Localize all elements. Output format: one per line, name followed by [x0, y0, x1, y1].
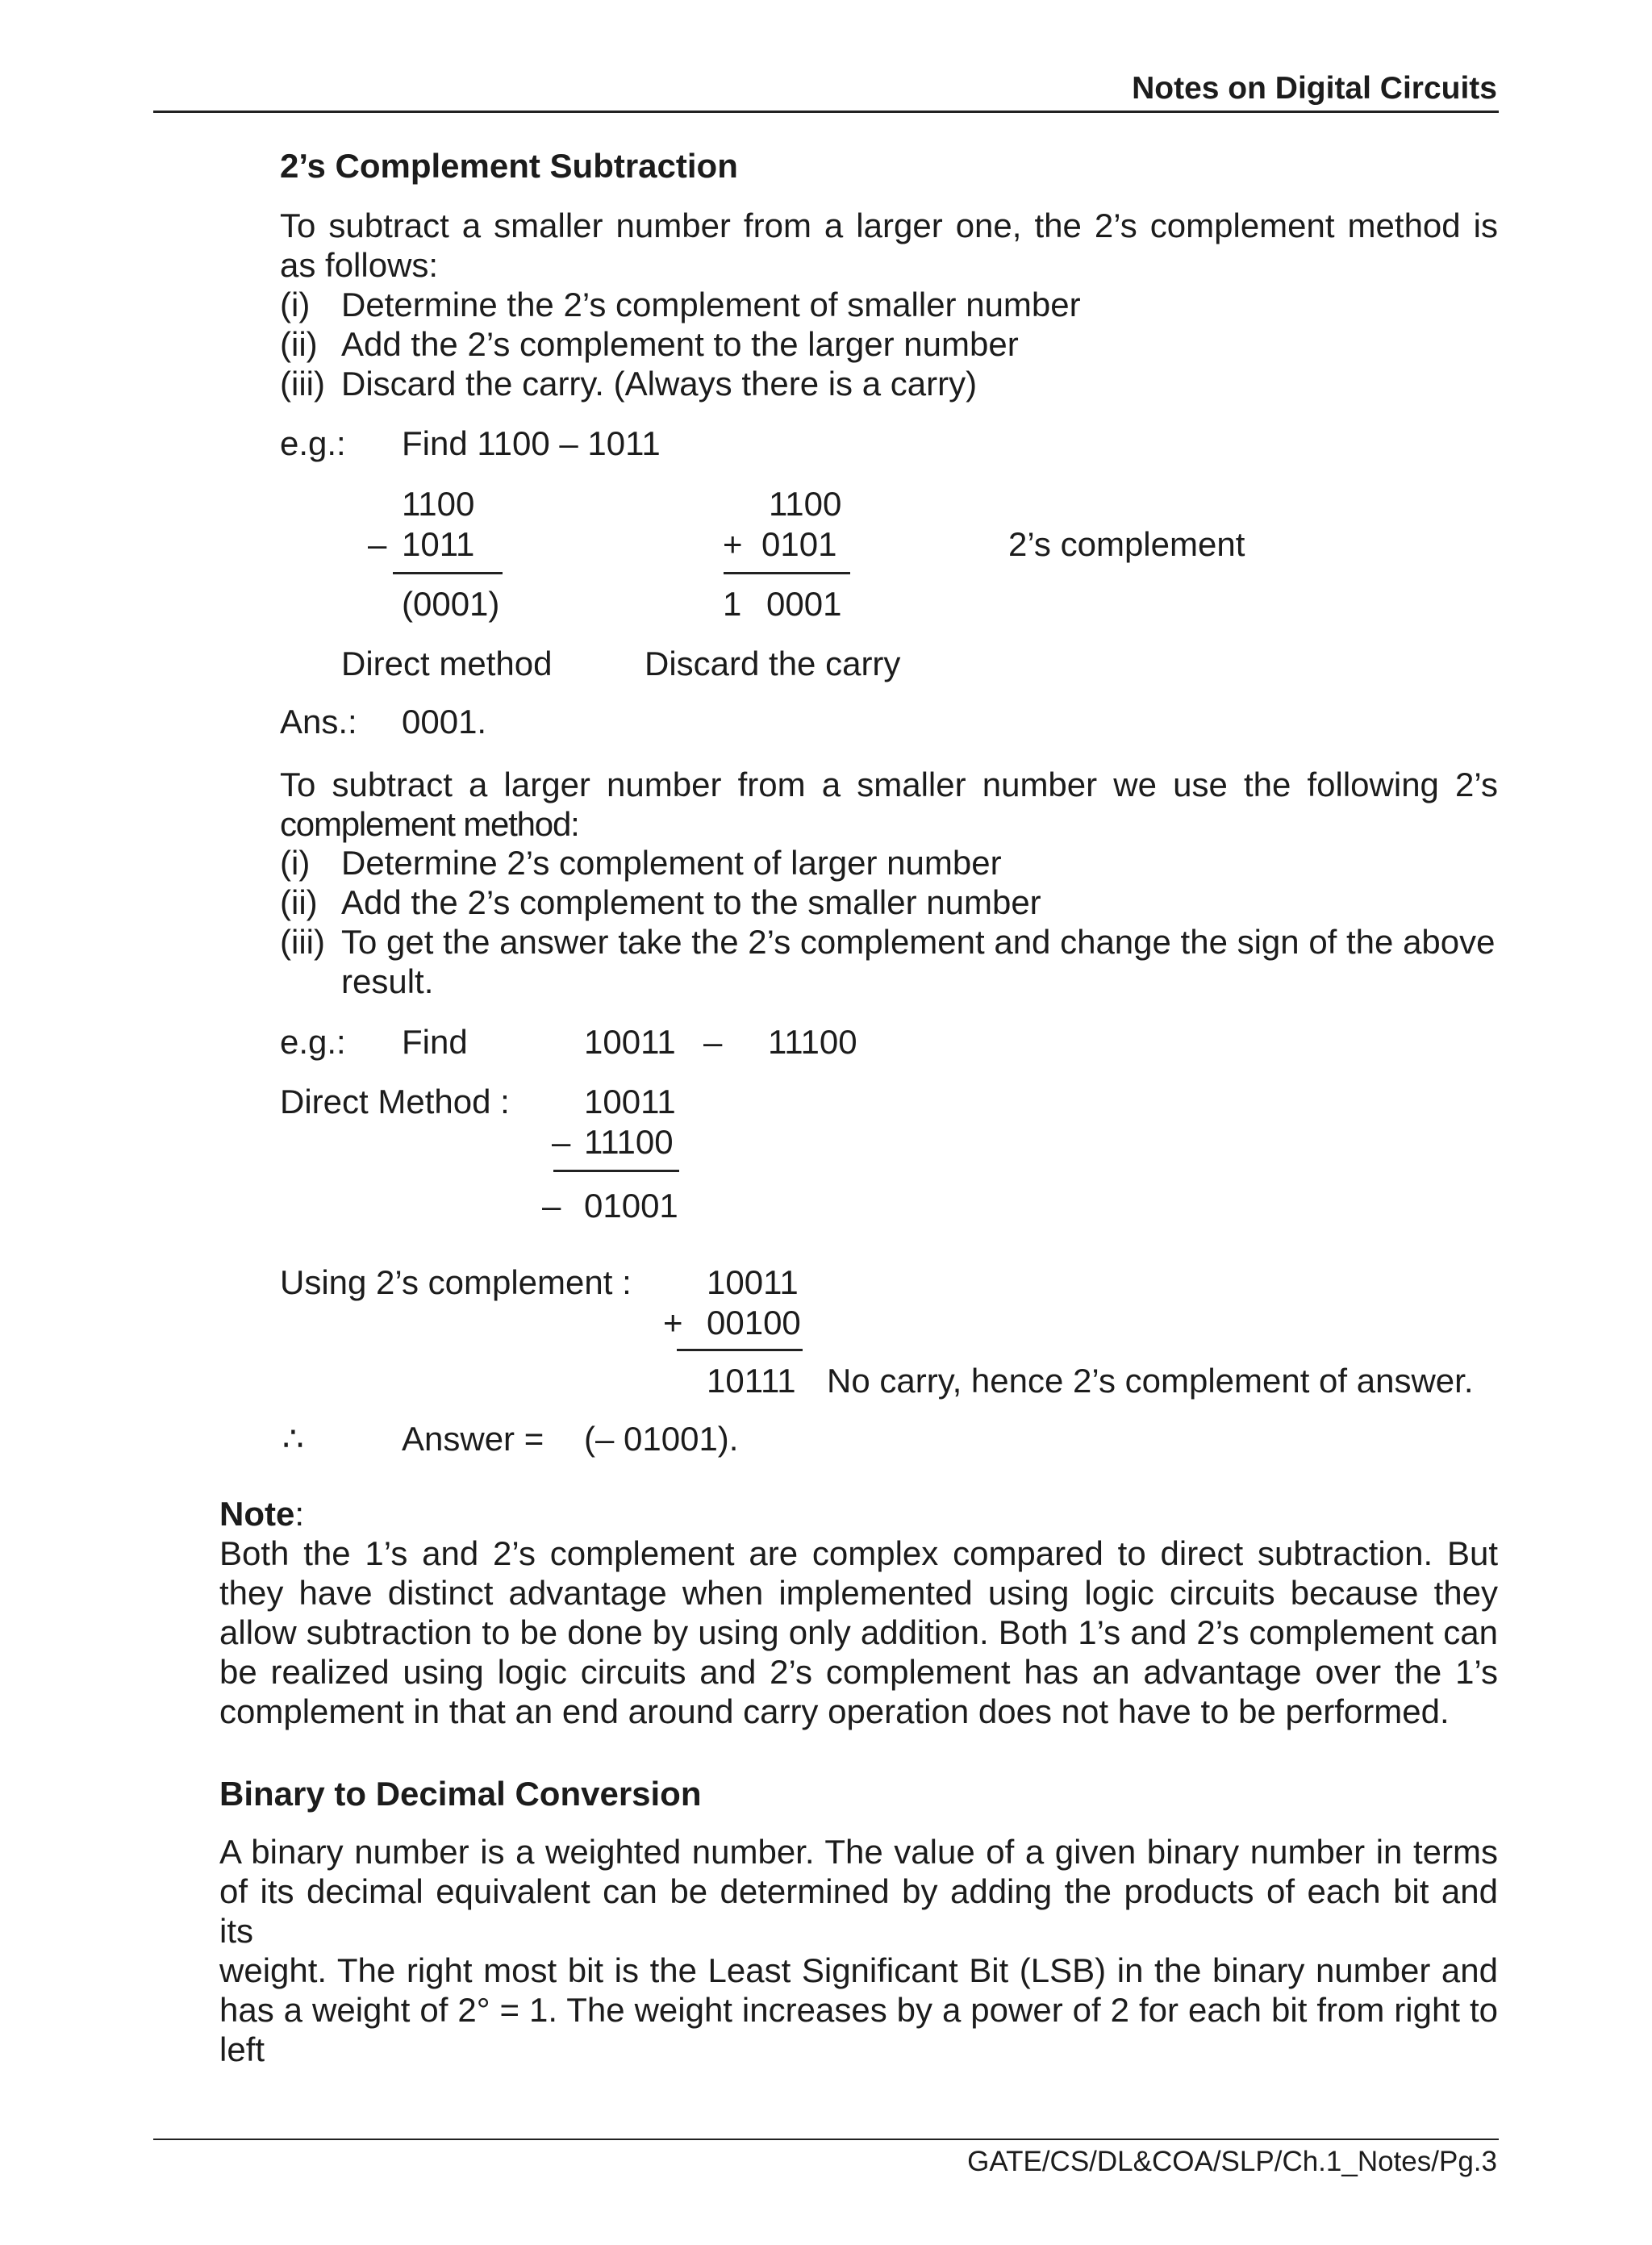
section-title-binary-to-decimal: Binary to Decimal Conversion [219, 1775, 702, 1813]
direct2-result-sign: – [542, 1187, 561, 1225]
answer-label: Ans.: [280, 703, 357, 741]
using-complement-label: Using 2’s complement : [280, 1263, 632, 1301]
direct2-op: – [552, 1123, 571, 1161]
note-colon: : [294, 1495, 305, 1533]
body-line: has a weight of 2° = 1. The weight increases by a power of 2 for each bit from right to [219, 1991, 1498, 2029]
complement-note: 2’s complement [1008, 525, 1245, 563]
intro2-paragraph [280, 765, 1498, 844]
intro-line-2: as follows: [280, 246, 439, 284]
step-text: Determine the 2’s complement of smaller number [341, 286, 1081, 323]
step-number: (i) [280, 286, 311, 323]
step-number: (ii) [280, 325, 318, 363]
intro-paragraph [280, 206, 1498, 285]
note-paragraph [219, 1534, 1498, 1731]
header-rule [153, 111, 1499, 113]
step-text: Add the 2’s complement to the smaller number [341, 883, 1041, 921]
step-number: (i) [280, 844, 311, 882]
body-line: left [219, 2030, 265, 2068]
complement-caption: Discard the carry [645, 645, 901, 682]
complement-carry: 1 [723, 585, 742, 623]
using-sum-line [677, 1349, 803, 1351]
direct-method-label: Direct Method : [280, 1083, 510, 1120]
using-bottom: 00100 [707, 1304, 801, 1342]
example-label: e.g.: [280, 424, 346, 462]
complement-op: + [723, 525, 743, 563]
section-title-2s-complement: 2’s Complement Subtraction [280, 147, 738, 185]
footer-rule [153, 2139, 1499, 2140]
direct2-bottom: 11100 [584, 1123, 674, 1161]
direct-bottom: 1011 [402, 525, 475, 563]
direct2-sum-line [553, 1170, 679, 1172]
note-line: be realized using logic circuits and 2’s complement has an advantage over the 1’s [219, 1653, 1498, 1691]
direct-caption: Direct method [341, 645, 553, 682]
example-find: Find 1100 – 1011 [402, 424, 661, 462]
body-line: of its decimal equivalent can be determined by adding the products of each bit and its [219, 1872, 1498, 1950]
step-text: To get the answer take the 2’s complement and change the sign of the above [341, 923, 1496, 961]
step-number: (iii) [280, 365, 325, 403]
step-text: Discard the carry. (Always there is a carry) [341, 365, 978, 403]
direct-op: – [368, 525, 387, 563]
direct2-result: 01001 [584, 1187, 678, 1225]
example2-b: 11100 [768, 1023, 857, 1061]
step-text: Determine 2’s complement of larger number [341, 844, 1002, 882]
direct-sum-line [393, 572, 503, 574]
step-text: Add the 2’s complement to the larger number [341, 325, 1019, 363]
final-answer-label: Answer = [402, 1420, 544, 1458]
using-top: 10011 [707, 1263, 799, 1301]
direct-result: (0001) [402, 585, 500, 623]
intro2-line-1: To subtract a larger number from a smaller number we use the following 2’s [280, 766, 1498, 803]
answer-value: 0001. [402, 703, 487, 741]
note-heading [219, 1494, 304, 1534]
note-line: complement in that an end around carry operation does not have to be performed. [219, 1692, 1450, 1730]
note-line: Both the 1’s and 2’s complement are complex compared to direct subtraction. But [219, 1534, 1498, 1572]
direct-top: 1100 [402, 485, 475, 523]
note-line: they have distinct advantage when implemented using logic circuits because they [219, 1574, 1498, 1612]
step-number: (iii) [280, 923, 325, 961]
example2-minus: – [703, 1023, 723, 1061]
complement-bottom: 0101 [761, 525, 837, 563]
using-note: No carry, hence 2’s complement of answer. [827, 1362, 1474, 1400]
body-line: A binary number is a weighted number. The value of a given binary number in terms [219, 1833, 1498, 1871]
complement-top: 1100 [769, 485, 842, 523]
note-line: allow subtraction to be done by using only addition. Both 1’s and 2’s complement can [219, 1613, 1498, 1651]
final-answer-value: (– 01001). [584, 1420, 739, 1458]
body-line: weight. The right most bit is the Least Significant Bit (LSB) in the binary number and [219, 1951, 1498, 1989]
example2-label: e.g.: [280, 1023, 346, 1061]
step-text-continued: result. [341, 962, 434, 1000]
complement-sum-line [724, 572, 850, 574]
running-header: Notes on Digital Circuits [1132, 71, 1497, 106]
intro2-line-2: complement method: [280, 805, 579, 843]
direct2-top: 10011 [584, 1083, 676, 1120]
step-number: (ii) [280, 883, 318, 921]
example2-a: 10011 [584, 1023, 676, 1061]
using-op: + [663, 1304, 683, 1342]
binary-decimal-paragraph [219, 1832, 1498, 2069]
note-label: Note [219, 1495, 295, 1533]
page-footer: GATE/CS/DL&COA/SLP/Ch.1_Notes/Pg.3 [967, 2146, 1497, 2177]
intro-line-1: To subtract a smaller number from a larger one, the 2’s complement method is [280, 207, 1498, 244]
therefore-symbol: ∴ [282, 1420, 304, 1458]
example2-find: Find [402, 1023, 468, 1061]
complement-result: 0001 [766, 585, 842, 623]
using-result: 10111 [707, 1362, 796, 1400]
